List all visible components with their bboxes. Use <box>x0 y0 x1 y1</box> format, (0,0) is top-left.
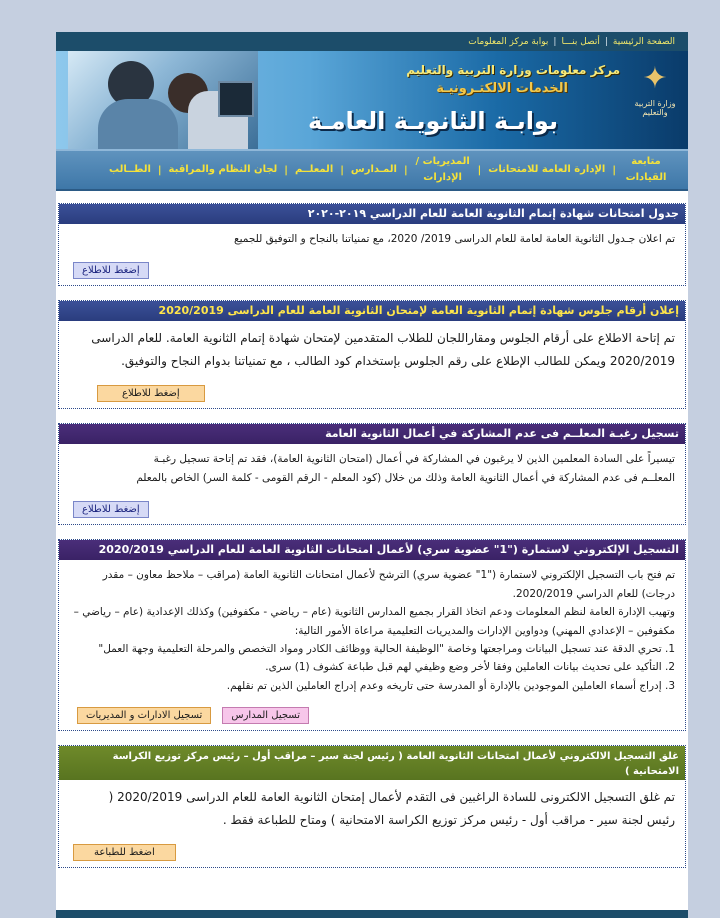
block-title: إعلان أرقام جلوس شهادة إتمام الثانوية العامة لإمتحان الثانوية العامة للعام الدراسى 2020/2019 <box>59 301 685 321</box>
print-button[interactable]: اضغط للطباعة <box>73 844 176 861</box>
menu-item-leaders[interactable]: متابعة القيادات <box>625 156 667 183</box>
main-menu: متابعة القيادات | الإدارة العامة للامتحانات | المديريات / الإدارات | المـدارس | المعلــم | لجان النظام والمراقبة | الطــالب <box>56 149 688 191</box>
nav-separator: | <box>604 36 608 47</box>
nav-home-link[interactable]: الصفحة الرئيسية <box>612 36 675 47</box>
block-title: تسجيل رغبـة المعلــم فى عدم المشاركة في أعمال الثانوية العامة <box>59 424 685 444</box>
block-title: التسجيل الإلكتروني لاستمارة ("1" عضوية سري) لأعمال امتحانات الثانوية العامة للعام الدراسي 2020/2019 <box>59 540 685 560</box>
block-text <box>59 780 685 838</box>
block-paragraph: وتهيب الإدارة العامة لنظم المعلومات ودعم اتخاذ القرار بجميع المدارس الثانوية (عام – رياضي - مكفوفين) وكذلك الإعدادية (عام – رياضي – مكفوفين – الإعدادي المهني) ودواوين الإدارات والمديريات التعليمية مراعاة الأمور التالية: <box>73 606 675 637</box>
block-text-line: تيسيراً على السادة المعلمين الذين لا يرغبون في المشاركة في أعمال (امتحان الثانوية العامة)، فقد تم إتاحة تسجيل رغبـة <box>153 452 675 465</box>
menu-item-teacher[interactable]: المعلــم <box>294 164 334 175</box>
block-text-line: رئيس لجنة سير - مراقب أول - رئيس مركز توزيع الكراسة الامتحانية ) ومتاح للطباعة فقط . <box>222 812 675 827</box>
menu-item-student[interactable]: الطــالب <box>109 164 151 175</box>
banner-services-title: الخدمات الالكتـرونيـة <box>436 81 568 96</box>
view-opt-out-button[interactable]: إضغط للاطلاع <box>73 501 149 518</box>
menu-item-schools[interactable]: المـدارس <box>350 164 397 175</box>
menu-item-directorates[interactable]: المديريات / الإدارات <box>415 156 470 183</box>
header-banner <box>56 51 688 149</box>
register-schools-button[interactable]: تسجيل المدارس <box>222 707 309 724</box>
block-text-line: تم إتاحة الاطلاع على أرقام الجلوس ومقاراللجان للطلاب المتقدمين لإمتحان شهادة إتمام الثانوية العامة. للعام الدراسى <box>91 330 675 345</box>
ministry-name: وزارة التربية والتعليم <box>634 99 676 117</box>
banner-photo <box>68 51 258 149</box>
announcement-exam-schedule <box>58 203 686 286</box>
footer-strip <box>56 910 688 918</box>
block-text-line: 2020/2019 ويمكن للطالب الإطلاع على رقم الجلوس بإستخدام كود الطالب ، مع تمنياتنا بدوام النجاح والتوفيق. <box>121 353 675 368</box>
announcement-seat-numbers <box>58 300 686 409</box>
nav-portal-link[interactable]: بوابة مركز المعلومات <box>468 36 549 47</box>
block-text <box>59 560 685 701</box>
button-row <box>59 838 685 867</box>
menu-item-exams-admin[interactable]: الإدارة العامة للامتحانات <box>488 164 606 175</box>
view-seat-numbers-button[interactable]: إضغط للاطلاع <box>97 385 205 402</box>
announcement-secret-registration <box>58 539 686 731</box>
block-title: جدول امتحانات شهادة إتمام الثانوية العامة للعام الدراسي ٢٠١٩-٢٠٢٠ <box>59 204 685 224</box>
block-paragraph: تم فتح باب التسجيل الإلكتروني لاستمارة ("1" عضوية سري) الترشح لأعمال امتحانات الثانوية العامة (مراقب – ملاحظ معاون – مقدر درجات) للعام الدراسي 2020/2019. <box>102 569 675 600</box>
list-item: 2. التأكيد على تحديث بيانات العاملين وفقا لأخر وضع وظيفي لهم قبل طباعة كشوف (1) سرى. <box>265 661 675 674</box>
page-container <box>56 32 688 918</box>
button-row <box>59 379 685 408</box>
eagle-emblem-icon: ✦ <box>642 61 668 96</box>
block-text <box>59 321 685 379</box>
top-navigation <box>56 32 688 51</box>
button-row <box>59 701 685 730</box>
button-row <box>59 495 685 524</box>
view-schedule-button[interactable]: إضغط للاطلاع <box>73 262 149 279</box>
banner-center-title: مركز معلومات وزارة التربية والتعليم <box>406 63 620 77</box>
nav-separator: | <box>553 36 557 47</box>
register-admins-button[interactable]: تسجيل الادارات و المديريات <box>77 707 211 724</box>
list-item: 1. تحري الدقة عند تسجيل البيانات ومراجعتها وخاصة "الوظيفة الحالية ووظائف الكادر ومواد التخصص والمرحلة التعليمية وجهة العمل" <box>98 642 675 655</box>
block-text <box>59 444 685 496</box>
banner-portal-title: بوابـة الثانويـة العامـة <box>307 107 558 135</box>
content-area <box>56 191 688 868</box>
ministry-logo <box>632 61 678 141</box>
button-row <box>59 256 685 285</box>
announcement-registration-closed <box>58 745 686 868</box>
block-text-line: تم غلق التسجيل الالكترونى للسادة الراغبين فى التقدم لأعمال إمتحان الثانوية العامة للعام الدراسى 2020/2019 ( <box>108 790 675 805</box>
menu-item-committees[interactable]: لجان النظام والمراقبة <box>168 164 278 175</box>
block-text-line: المعلــم فى عدم المشاركة في أعمال الثانوية العامة وذلك من خلال (كود المعلم - الرقم القومى - كلمة السر) الخاص بالمعلم <box>136 472 675 485</box>
nav-contact-link[interactable]: أتصل بنـــا <box>561 36 600 47</box>
list-item: 3. إدراج أسماء العاملين الموجودين بالإدارة أو المدرسة حتى تاريخه وعدم إدراج العاملين الذين تم نقلهم. <box>226 679 675 692</box>
announcement-teacher-opt-out <box>58 423 686 526</box>
block-text: تم اعلان جـدول الثانوية العامة لعامة للعام الدراسى 2019/ 2020، مع تمنياتنا بالنجاح و التوفيق للجميع <box>234 233 675 245</box>
block-title: غلق التسجيل الالكتروني لأعمال امتحانات الثانوية العامة ( رئيس لجنة سير – مراقب أول – رئيس مركز توزيع الكراسة الامتحانية ) <box>59 746 685 780</box>
